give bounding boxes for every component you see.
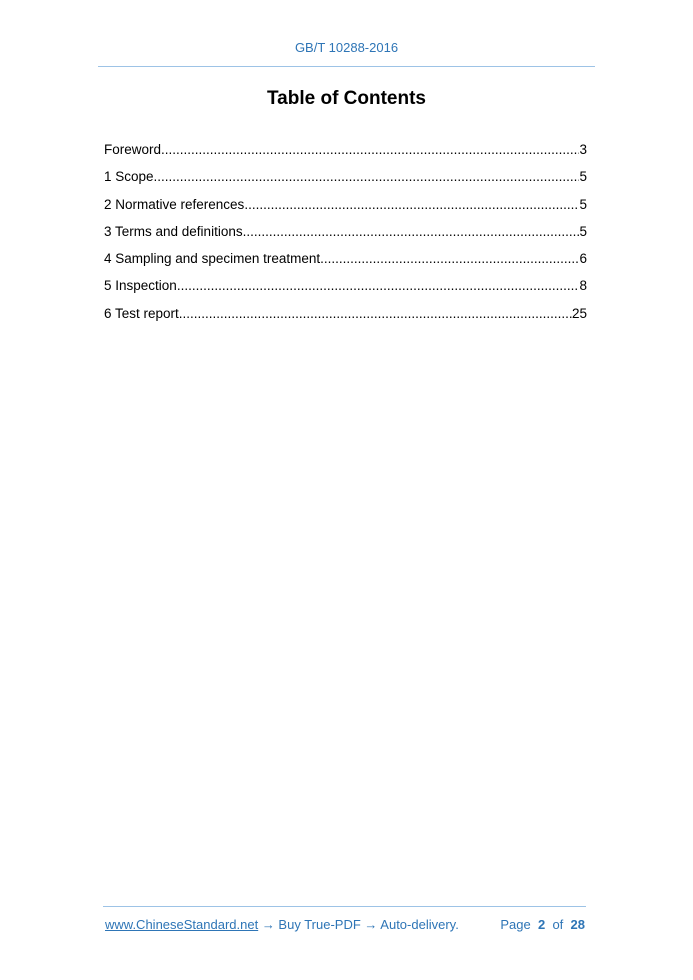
of-word: of	[552, 917, 564, 932]
page-number	[500, 917, 585, 932]
footer-tagline: → Buy True-PDF → Auto-delivery.	[258, 917, 459, 932]
document-id-header: GB/T 10288-2016	[294, 40, 399, 55]
toc-entry-page: 6	[579, 251, 587, 267]
toc-entry-label: 2 Normative references	[104, 196, 245, 212]
toc-dot-leader	[320, 250, 579, 268]
toc-entry-inspection[interactable]	[104, 277, 587, 304]
toc-entry-page: 5	[579, 169, 587, 185]
toc-entry-page: 5	[579, 196, 587, 212]
toc-entry-page: 5	[579, 223, 587, 239]
toc-dot-leader	[244, 196, 579, 214]
toc-dot-leader	[243, 223, 580, 241]
page-footer	[105, 917, 585, 932]
page-word: Page	[500, 917, 531, 932]
toc-entry-page: 3	[579, 142, 587, 157]
toc-entry-label: 1 Scope	[104, 169, 154, 185]
toc-entry-normative-references[interactable]	[104, 196, 587, 223]
toc-dot-leader	[179, 305, 572, 323]
toc-dot-leader	[154, 168, 580, 186]
footer-promo	[105, 917, 459, 932]
toc-entry-page: 25	[571, 305, 587, 321]
toc-entry-label: 3 Terms and definitions	[104, 223, 243, 239]
table-of-contents	[104, 141, 587, 332]
toc-dot-leader	[161, 141, 579, 159]
footer-divider	[103, 906, 586, 907]
toc-entry-test-report[interactable]	[104, 305, 587, 332]
page-title: Table of Contents	[266, 88, 427, 109]
toc-entry-scope[interactable]	[104, 168, 587, 195]
toc-entry-sampling[interactable]	[104, 250, 587, 277]
total-pages: 28	[570, 917, 585, 932]
toc-entry-label: 6 Test report	[104, 305, 179, 321]
toc-entry-label: 4 Sampling and specimen treatment	[104, 251, 321, 267]
toc-entry-label: 5 Inspection	[104, 278, 177, 294]
website-link[interactable]: www.ChineseStandard.net	[105, 917, 259, 932]
toc-entry-foreword[interactable]	[104, 141, 587, 168]
toc-entry-label: Foreword	[104, 142, 162, 157]
toc-entry-terms-and-definitions[interactable]	[104, 223, 587, 250]
toc-dot-leader	[177, 277, 580, 295]
toc-entry-page: 8	[579, 278, 587, 294]
current-page: 2	[537, 917, 546, 932]
header-divider	[98, 66, 595, 67]
